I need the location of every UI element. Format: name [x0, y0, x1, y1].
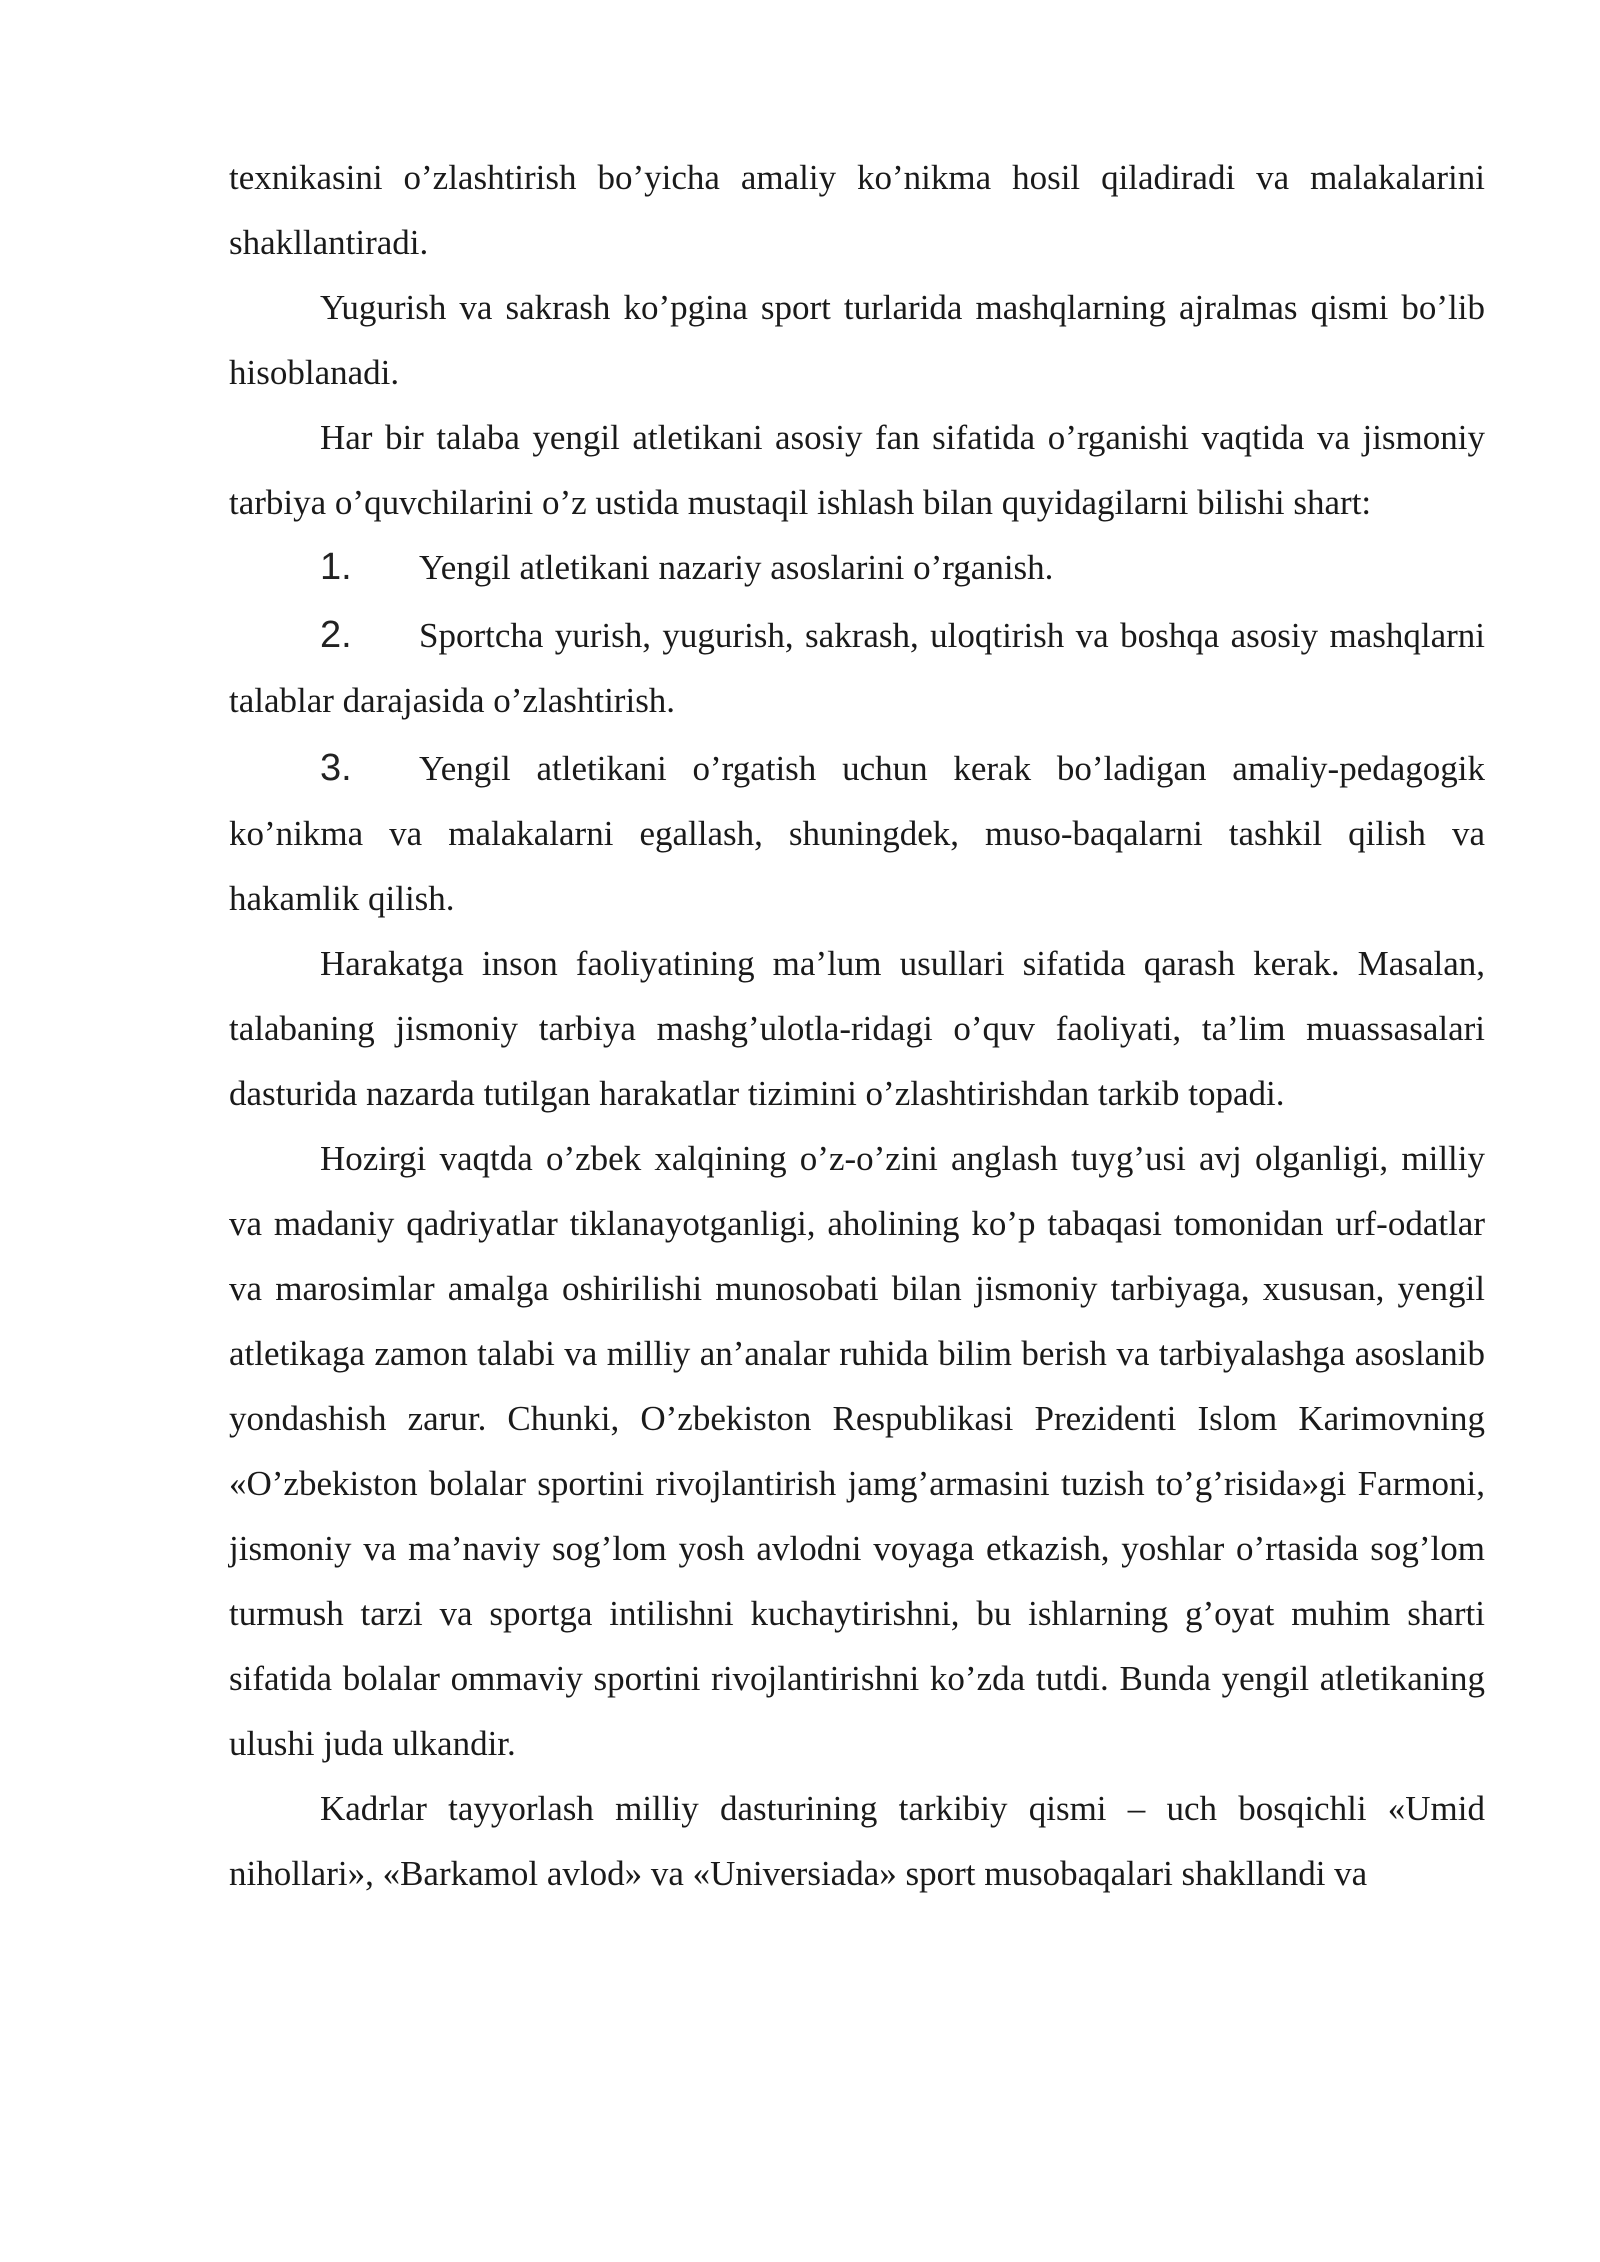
list-item-text: Yengil atletikani nazariy asoslarini o’rganish.: [419, 548, 1054, 587]
paragraph: Hozirgi vaqtda o’zbek xalqining o’z-o’zini anglash tuyg’usi avj olganligi, milliy va madaniy qadriyatlar tiklanayotganligi, aholining ko’p tabaqasi tomonidan urf-odatlar va marosimlar amalga oshirilishi munosobati bilan jismoniy tarbiyaga, xususan, yengil atletikaga zamon talabi va milliy an’analar ruhida bilim berish va tarbiyalashga asoslanib yondashish zarur. Chunki, O’zbekiston Respublikasi Prezidenti Islom Karimovning «O’zbekiston bolalar sportini rivojlantirish jamg’armasini tuzish to’g’risida»gi Farmoni, jismoniy va ma’naviy sog’lom yosh avlodni voyaga etkazish, yoshlar o’rtasida sog’lom turmush tarzi va sportga intilishni kuchaytirishni, bu ishlarning g’oyat muhim sharti sifatida bolalar ommaviy sportini rivojlantirishni ko’zda tutdi. Bunda yengil atletikaning ulushi juda ulkandir.: [229, 1139, 1485, 1763]
body-text: [229, 145, 1485, 1906]
paragraph: Yugurish va sakrash ko’pgina sport turlarida mashqlarning ajralmas qismi bo’lib hisoblanadi.: [229, 288, 1485, 392]
list-number: 2.: [320, 614, 352, 656]
list-item-text: Sportcha yurish, yugurish, sakrash, uloqtirish va boshqa asosiy mashqlarni talablar darajasida o’zlashtirish.: [229, 616, 1485, 720]
list-item: [229, 535, 1485, 600]
list-item-text: Yengil atletikani o’rgatish uchun kerak bo’ladigan amaliy-pedagogik ko’nikma va malakalarni egallash, shuningdek, muso-baqalarni tashkil qilish va hakamlik qilish.: [229, 749, 1485, 918]
list-number: 1.: [320, 546, 352, 588]
paragraph-continuation: texnikasini o’zlashtirish bo’yicha amaliy ko’nikma hosil qiladiradi va malakalarini shakllantiradi.: [229, 158, 1485, 262]
paragraph: Kadrlar tayyorlash milliy dasturining tarkibiy qismi – uch bosqichli «Umid nihollari», «Barkamol avlod» va «Universiada» sport musobaqalari shakllandi va: [229, 1789, 1485, 1893]
paragraph: Harakatga inson faoliyatining ma’lum usullari sifatida qarash kerak. Masalan, talabaning jismoniy tarbiya mashg’ulotla-ridagi o’quv faoliyati, ta’lim muassasalari dasturida nazarda tutilgan harakatlar tizimini o’zlashtirishdan tarkib topadi.: [229, 944, 1485, 1113]
list-number: 3.: [320, 747, 352, 789]
list-item: [229, 603, 1485, 733]
list-item: [229, 736, 1485, 931]
paragraph: Har bir talaba yengil atletikani asosiy fan sifatida o’rganishi vaqtida va jismoniy tarbiya o’quvchilarini o’z ustida mustaqil ishlash bilan quyidagilarni bilishi shart:: [229, 418, 1485, 522]
